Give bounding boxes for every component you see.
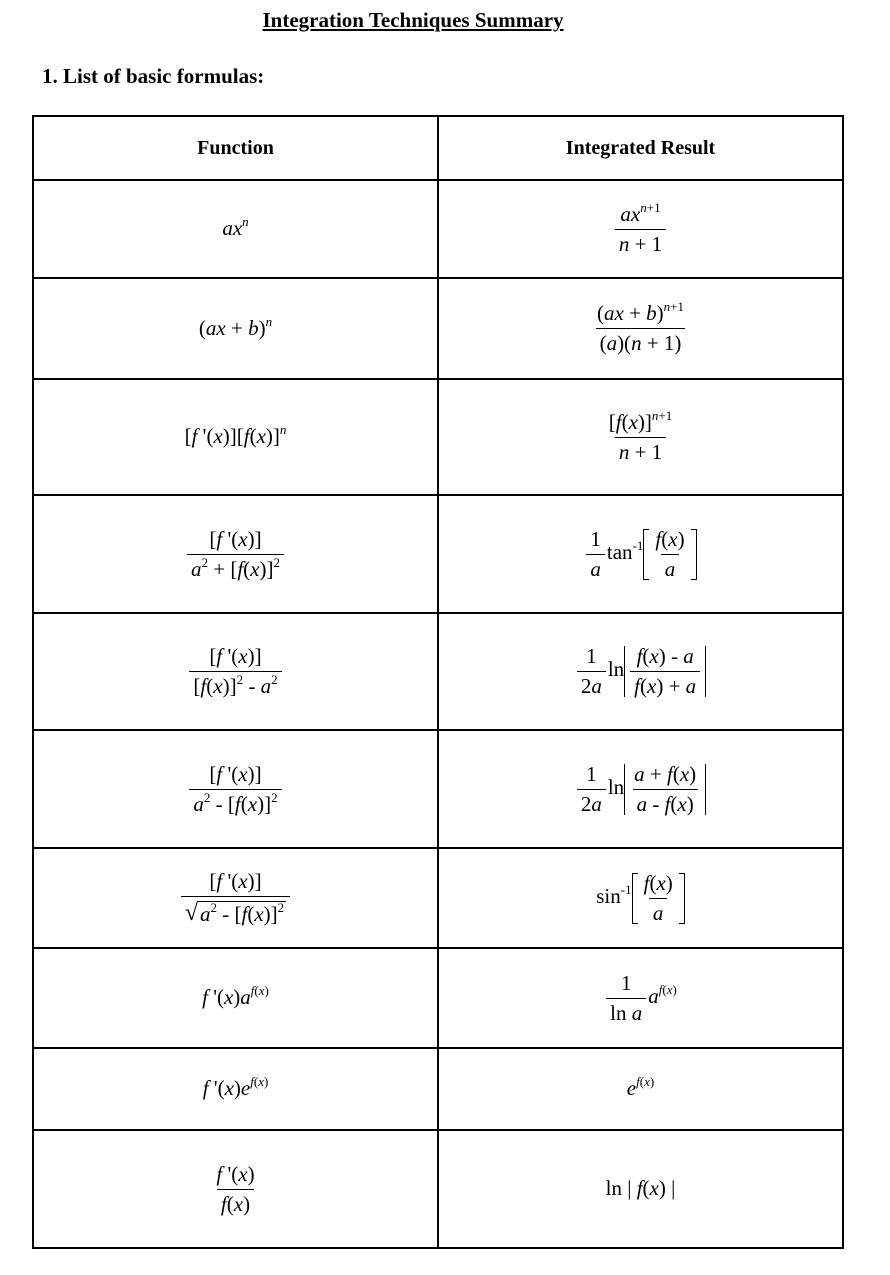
formula-function: f '$(x)e^{f(x)}$ [202, 1073, 269, 1100]
formula-function: (ax + b)$^n$ [198, 313, 273, 340]
table-row [33, 495, 843, 613]
formula-function: $\frac{[f '(x)]}{[f(x)]^2 - a^2}$ [187, 657, 283, 681]
formula-result: $\frac{1}{\text{ln a}}$ $a^{f(x)}$ [604, 984, 677, 1008]
function-cell [33, 613, 438, 730]
formula-result: $\frac{1}{2a}$ ln $\frac{a + f(x)}{a - f(x)}$ [575, 775, 706, 799]
table-header-row [33, 116, 843, 180]
formula-result: $\sin^{-1}$ $\frac{f(x)}{a}$ [596, 884, 685, 908]
function-cell [33, 379, 438, 495]
formula-function: [f '$(x)][f(x)]^n$ [184, 421, 287, 448]
table-row [33, 613, 843, 730]
formula-result: $\frac{[f(x)]^{n+1}}{n + 1}$ [608, 407, 673, 464]
formula-result: $\frac{(ax + b)^{n+1}}{(a)(n + 1)}$ [596, 298, 684, 355]
table-row [33, 1048, 843, 1130]
result-cell [438, 278, 843, 379]
function-cell [33, 180, 438, 278]
result-cell [438, 495, 843, 613]
table-row [33, 948, 843, 1048]
header-result: Integrated Result [438, 116, 843, 180]
table-row [33, 379, 843, 495]
formula-result: $\frac{1}{a}$ $\tan^{-1}$ $\frac{f(x)}{a}$ [584, 540, 696, 564]
formula-result: $\frac{1}{2a}$ ln $\frac{f(x) - a}{f(x) + a}$ [575, 657, 706, 681]
function-cell [33, 495, 438, 613]
function-cell [33, 948, 438, 1048]
formula-table [32, 115, 844, 1249]
table-row [33, 730, 843, 848]
formula-function: $ax^n$ [222, 213, 249, 240]
result-cell [438, 180, 843, 278]
section-heading: 1. List of basic formulas: [42, 64, 265, 88]
table-row [33, 278, 843, 379]
table-row [33, 180, 843, 278]
formula-function: f '$(x)a^{f(x)}$ [202, 982, 269, 1009]
result-cell [438, 948, 843, 1048]
result-cell [438, 1130, 843, 1248]
header-function: Function [33, 116, 438, 180]
formula-result: ln | f(x) | [605, 1176, 676, 1200]
result-cell [438, 613, 843, 730]
formula-function: $\frac{[f '(x)]}{a^2 - [f(x)]^2}$ [187, 775, 283, 799]
function-cell [33, 278, 438, 379]
function-cell [33, 1048, 438, 1130]
formula-result: $e^{f(x)}$ [626, 1073, 655, 1100]
table-row [33, 1130, 843, 1248]
formula-function: $\frac{f '(x)}{f(x)}$ [216, 1161, 255, 1216]
result-cell [438, 730, 843, 848]
formula-function: [f '(x)] √ $a^2 - [f(x)]^2$ [179, 884, 292, 908]
function-cell [33, 730, 438, 848]
formula-result: $\frac{ax^{n+1}}{n + 1}$ [613, 215, 668, 239]
result-cell [438, 379, 843, 495]
page-title: Integration Techniques Summary [262, 8, 564, 32]
function-cell [33, 848, 438, 948]
table-row [33, 848, 843, 948]
result-cell [438, 848, 843, 948]
result-cell [438, 1048, 843, 1130]
formula-function: $\frac{[f '(x)]}{a^2 + [f(x)]^2}$ [185, 540, 286, 564]
function-cell [33, 1130, 438, 1248]
